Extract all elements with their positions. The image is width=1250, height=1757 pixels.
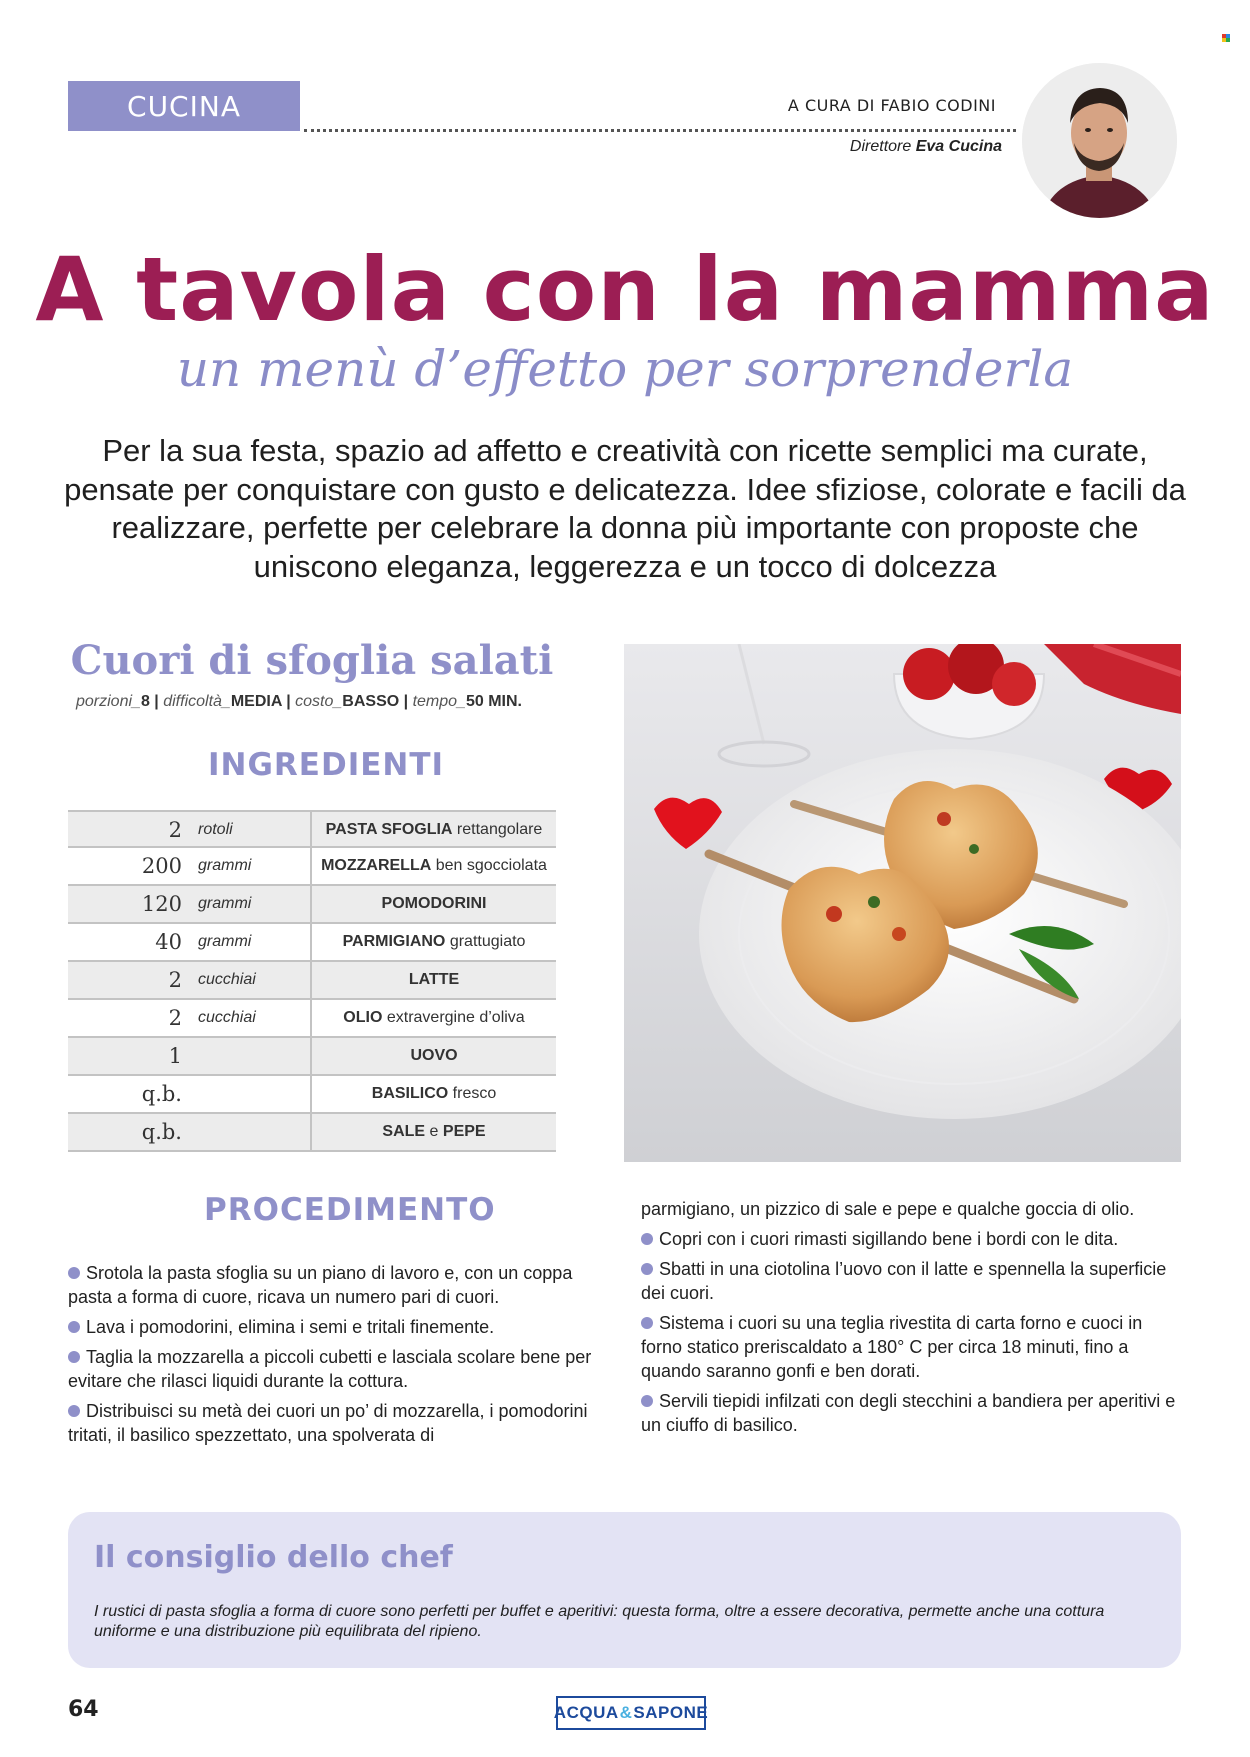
recipe-title: Cuori di sfoglia salati [70,637,554,684]
meta-separator: | [399,693,413,710]
step-text: Sbatti in una ciotolina l’uovo con il latte e spennella la superficie dei cuori. [641,1259,1167,1303]
ingredient-unit: rotoli [182,812,312,846]
logo-text-left: ACQUA [553,1703,619,1722]
ingredient-note: e [425,1123,443,1140]
bullet-icon [641,1233,653,1245]
step-text: Sistema i cuori su una teglia rivestita di carta forno e cuoci in forno statico preriscaldato a 180° C per circa 18 minuti, fino a quando saranno gonfi e ben dorati. [641,1313,1143,1381]
bullet-icon [68,1405,80,1417]
bullet-icon [68,1267,80,1279]
recipe-photo [624,644,1181,1162]
ingredient-note: ben sgocciolata [431,857,547,874]
ingredient-note: fresco [448,1085,497,1102]
intro-paragraph: Per la sua festa, spazio ad affetto e creatività con ricette semplici ma curate, pensate per conquistare con gusto e delicatezza. Idee sfiziose, colorate e facili da realizzare, perfette per celebrare la donna più importante con proposte che uniscono eleganza, leggerezza e un tocco di dolcezza [64,433,1186,584]
continued-step-text: parmigiano, un pizzico di sale e pepe e qualche goccia di olio. [641,1199,1135,1219]
director-name: Eva Cucina [915,138,1002,155]
procedure-steps-left [68,1261,608,1453]
procedure-heading: PROCEDIMENTO [204,1192,496,1228]
ingredient-qty: q.b. [141,1120,182,1144]
ingredients-heading: INGREDIENTI [208,747,445,783]
ingredient-name [312,1038,556,1074]
ingredient-note: grattugiato [445,933,526,950]
table-row [68,1038,556,1076]
meta-separator: | [281,693,296,710]
difficulty-value: MEDIA [230,693,282,710]
ingredient-main: MOZZARELLA [321,857,432,874]
ingredient-unit: grammi [182,886,312,922]
table-row [68,924,556,962]
list-item [641,1389,1181,1437]
ingredient-name [312,812,556,846]
ingredient-name [312,1076,556,1112]
recipe-meta [76,693,576,711]
director-credit [700,138,1002,156]
list-item [68,1261,608,1309]
ingredient-main-2: PEPE [442,1123,486,1140]
cost-value: BASSO [342,693,400,710]
ingredient-main: BASILICO [371,1085,449,1102]
table-row [68,848,556,886]
cost-label: costo_ [295,693,343,710]
logo-text-right: SAPONE [633,1703,709,1722]
time-label: tempo_ [412,693,466,710]
step-text: Servili tiepidi infilzati con degli stecchini a bandiera per aperitivi e un ciuffo di basilico. [641,1391,1176,1435]
brand-logo [553,1696,709,1730]
difficulty-label: difficoltà_ [163,693,231,710]
bullet-icon [641,1263,653,1275]
ingredients-table [68,810,556,1152]
table-row [68,1076,556,1114]
step-text: Taglia la mozzarella a piccoli cubetti e lasciala scolare bene per evitare che rilasci liquidi durante la cottura. [68,1347,592,1391]
table-row [68,886,556,924]
ingredient-qty: q.b. [141,1082,182,1106]
portions-label: porzioni_ [76,693,141,710]
meta-separator: | [149,693,164,710]
color-mark-icon [1222,34,1230,42]
header-divider [304,129,1016,132]
list-item [68,1315,608,1339]
bullet-icon [641,1395,653,1407]
bullet-icon [68,1351,80,1363]
heart-pastry-photo [624,644,1181,1162]
ingredient-main: SALE [382,1123,426,1140]
ingredient-qty: 2 [168,1006,182,1030]
page-subtitle: un menù d’effetto per sorprenderla [176,340,1074,398]
ingredient-name [312,1000,556,1036]
ingredient-unit: cucchiai [182,962,312,998]
step-text: Copri con i cuori rimasti sigillando bene i bordi con le dita. [659,1229,1119,1249]
list-item [641,1257,1181,1305]
list-item [641,1311,1181,1383]
logo-ampersand: & [619,1703,633,1722]
ingredient-unit [182,1114,312,1150]
list-item [68,1399,608,1447]
ingredient-qty: 2 [168,818,182,842]
ingredient-main: OLIO [343,1009,383,1026]
step-text: Distribuisci su metà dei cuori un po’ di mozzarella, i pomodorini tritati, il basilico spezzettato, una spolverata di [68,1401,588,1445]
time-value: 50 MIN. [465,693,522,710]
step-text: Lava i pomodorini, elimina i semi e tritali finemente. [86,1317,495,1337]
ingredient-main: UOVO [410,1047,458,1064]
ingredient-unit [182,1038,312,1074]
ingredient-qty: 200 [141,854,182,878]
chef-tip-title: Il consiglio dello chef [94,1540,453,1575]
ingredient-name [312,886,556,922]
step-text: Srotola la pasta sfoglia su un piano di lavoro e, con un coppa pasta a forma di cuore, ricava un numero pari di cuori. [68,1263,573,1307]
list-item [68,1345,608,1393]
byline: A CURA DI FABIO CODINI [787,96,996,115]
ingredient-qty: 40 [155,930,182,954]
table-row [68,810,556,848]
ingredient-name [312,848,556,884]
ingredient-qty: 120 [141,892,182,916]
ingredient-qty: 2 [168,968,182,992]
author-avatar [1022,63,1177,218]
list-item [641,1227,1181,1251]
director-prefix: Direttore [849,138,912,155]
ingredient-unit [182,1076,312,1112]
table-row [68,1114,556,1152]
section-tag: CUCINA [68,81,300,131]
ingredient-main: PASTA SFOGLIA [325,821,453,838]
ingredient-name [312,962,556,998]
table-row [68,962,556,1000]
ingredient-unit: grammi [182,924,312,960]
ingredient-main: LATTE [408,971,460,988]
table-row [68,1000,556,1038]
page-number: 64 [68,1697,99,1722]
ingredient-unit: cucchiai [182,1000,312,1036]
portions-value: 8 [140,693,150,710]
bullet-icon [641,1317,653,1329]
ingredient-name [312,924,556,960]
author-portrait-image [1022,63,1177,218]
ingredient-name [312,1114,556,1150]
bullet-icon [68,1321,80,1333]
ingredient-qty: 1 [168,1044,182,1068]
ingredient-main: PARMIGIANO [342,933,446,950]
ingredient-note: rettangolare [452,821,543,838]
ingredient-note: extravergine d’oliva [382,1009,525,1026]
chef-tip-text: I rustici di pasta sfoglia a forma di cuore sono perfetti per buffet e aperitivi: questa forma, oltre a essere decorativa, permette anche una cottura uniforme e una distribuzione più equilibrata del ripieno. [94,1603,1105,1640]
page-title: A tavola con la mamma [35,238,1215,341]
ingredient-main: POMODORINI [381,895,487,912]
ingredient-unit: grammi [182,848,312,884]
procedure-steps-right [641,1197,1181,1443]
chef-tip-box [68,1512,1181,1668]
